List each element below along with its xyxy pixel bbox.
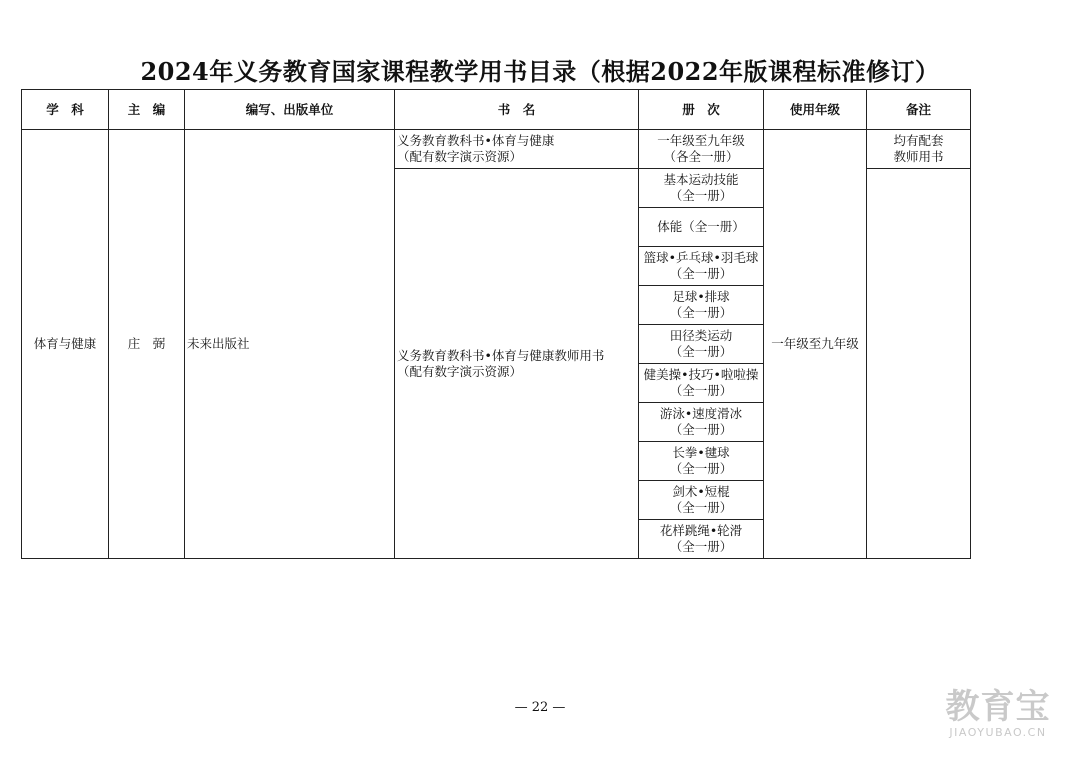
volume-cell: 足球•排球 （全一册） [639, 286, 764, 325]
header-editor: 主 编 [109, 90, 185, 130]
header-publisher: 编写、出版单位 [185, 90, 395, 130]
watermark-sub: JIAOYUBAO.CN [949, 726, 1047, 739]
volume-cell: 游泳•速度滑冰 （全一册） [639, 403, 764, 442]
table-row [22, 130, 971, 169]
book2-cell: 义务教育教科书•体育与健康教师用书 （配有数字演示资源） [395, 169, 639, 559]
header-book: 书 名 [395, 90, 639, 130]
header-note: 备注 [867, 90, 971, 130]
page-number: — 22 — [514, 700, 566, 715]
volume-cell: 花样跳绳•轮滑 （全一册） [639, 520, 764, 559]
catalog-table [21, 89, 971, 559]
volume-cell: 健美操•技巧•啦啦操 （全一册） [639, 364, 764, 403]
header-subject: 学 科 [22, 90, 109, 130]
watermark-logo [928, 688, 1068, 744]
note-cell: 均有配套 教师用书 [867, 130, 971, 169]
volume-cell: 长拳•毽球 （全一册） [639, 442, 764, 481]
volume-cell: 篮球•乒乓球•羽毛球 （全一册） [639, 247, 764, 286]
watermark-main: 教育宝 [945, 687, 1051, 727]
page-title: 2024年义务教育国家课程教学用书目录（根据2022年版课程标准修订） [140, 57, 940, 86]
subject-cell: 体育与健康 [22, 130, 109, 559]
header-volume: 册 次 [639, 90, 764, 130]
volume-cell: 田径类运动 （全一册） [639, 325, 764, 364]
note-empty-cell [867, 169, 971, 559]
volume-cell: 剑术•短棍 （全一册） [639, 481, 764, 520]
grade-cell: 一年级至九年级 [764, 130, 867, 559]
editor-cell: 庄 弼 [109, 130, 185, 559]
publisher-cell: 未来出版社 [185, 130, 395, 559]
book1-volume-cell: 一年级至九年级 （各全一册） [639, 130, 764, 169]
volume-cell: 体能（全一册） [639, 208, 764, 247]
header-row [22, 90, 971, 130]
book1-cell: 义务教育教科书•体育与健康 （配有数字演示资源） [395, 130, 639, 169]
header-grade: 使用年级 [764, 90, 867, 130]
volume-cell: 基本运动技能 （全一册） [639, 169, 764, 208]
